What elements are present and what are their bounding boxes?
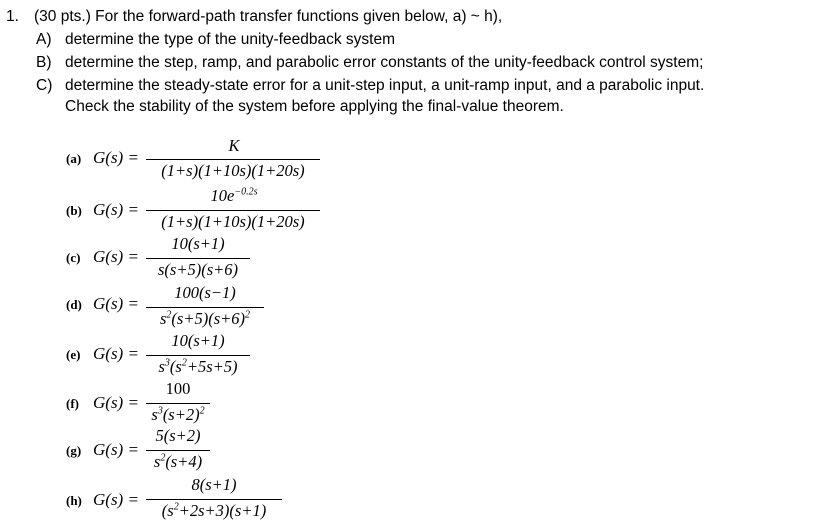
equation-b bbox=[0, 188, 824, 232]
denominator-s-exponent: 2 bbox=[160, 452, 166, 464]
equation-numerator bbox=[148, 186, 320, 206]
denominator-s-exponent: 2 bbox=[166, 309, 172, 321]
equation-label: (f) bbox=[66, 396, 79, 411]
equation-d bbox=[0, 284, 824, 332]
equation-numerator: 100 bbox=[165, 379, 191, 398]
equation-denominator: (1+s)(1+10s)(1+20s) bbox=[161, 212, 305, 231]
equation-label: (c) bbox=[66, 250, 81, 265]
equation-numerator: 10(s+1) bbox=[171, 331, 225, 350]
problem-line-1: (30 pts.) For the forward-path transfer functions given below, a) ~ h), bbox=[34, 8, 503, 25]
denominator-s: s bbox=[153, 452, 161, 471]
equation-lhs: G(s) = bbox=[93, 247, 139, 266]
numerator-base: 10e bbox=[210, 186, 235, 205]
equation-denominator bbox=[146, 309, 264, 329]
numerator-exponent: −0.2s bbox=[234, 186, 258, 198]
equation-label: (e) bbox=[66, 347, 81, 362]
equation-denominator bbox=[146, 405, 210, 425]
equation-lhs: G(s) = bbox=[93, 440, 139, 459]
equation-lhs: G(s) = bbox=[93, 200, 139, 219]
equation-numerator: 5(s+2) bbox=[155, 426, 201, 445]
denominator-open: (s bbox=[161, 501, 174, 520]
part-b-label: B) bbox=[36, 54, 52, 71]
denominator-factor-exponent: 2 bbox=[199, 405, 205, 417]
denominator-s-exponent: 3 bbox=[157, 405, 163, 417]
denominator-s: s bbox=[158, 357, 165, 376]
equation-c bbox=[0, 236, 824, 282]
equation-label: (b) bbox=[66, 203, 82, 218]
equation-lhs: G(s) = bbox=[93, 148, 139, 167]
denominator-open: (s bbox=[169, 357, 182, 376]
denominator-s: s bbox=[151, 405, 158, 424]
denominator-factor: (s+2) bbox=[162, 405, 200, 424]
denominator-s-exponent: 3 bbox=[164, 357, 170, 369]
denominator-factor-exponent: 2 bbox=[245, 309, 250, 321]
denominator-factor: (s+4) bbox=[165, 452, 203, 471]
equation-label: (a) bbox=[66, 151, 82, 166]
denominator-open-exponent: 2 bbox=[181, 357, 187, 369]
equation-e bbox=[0, 333, 824, 379]
equation-label: (h) bbox=[66, 493, 82, 508]
equation-denominator bbox=[146, 357, 250, 377]
part-c-continuation: Check the stability of the system before applying the final-value theorem. bbox=[65, 98, 564, 115]
equation-f bbox=[0, 381, 824, 429]
equation-denominator bbox=[146, 452, 210, 472]
equation-label: (d) bbox=[66, 297, 82, 312]
equation-label: (g) bbox=[66, 443, 82, 458]
problem-number: 1. bbox=[6, 8, 19, 25]
equation-h bbox=[0, 475, 824, 527]
denominator-rest: +5s+5) bbox=[186, 357, 238, 376]
part-a-text: determine the type of the unity-feedback system bbox=[65, 31, 395, 48]
equation-denominator bbox=[146, 501, 282, 521]
denominator-s: s bbox=[159, 309, 167, 328]
denominator-factors: (s+5)(s+6) bbox=[171, 309, 245, 328]
part-c-text: determine the steady-state error for a unit-step input, a unit-ramp input, and a parabolic input. bbox=[65, 77, 705, 94]
equation-a bbox=[0, 136, 824, 184]
part-c-label: C) bbox=[36, 77, 53, 94]
equation-lhs: G(s) = bbox=[93, 490, 139, 509]
equation-lhs: G(s) = bbox=[93, 393, 139, 412]
equation-numerator: 10(s+1) bbox=[171, 234, 225, 253]
equation-g bbox=[0, 426, 824, 475]
part-a-label: A) bbox=[36, 31, 52, 48]
denominator-rest: +2s+3)(s+1) bbox=[178, 501, 267, 520]
equation-numerator: 100(s−1) bbox=[174, 283, 236, 302]
equation-denominator: (1+s)(1+10s)(1+20s) bbox=[161, 161, 305, 180]
equation-lhs: G(s) = bbox=[93, 294, 139, 313]
equation-numerator: 8(s+1) bbox=[191, 475, 237, 494]
part-b-text: determine the step, ramp, and parabolic error constants of the unity-feedback control system; bbox=[65, 54, 704, 71]
equation-numerator: K bbox=[228, 136, 240, 155]
equation-denominator: s(s+5)(s+6) bbox=[157, 260, 238, 279]
equation-lhs: G(s) = bbox=[93, 344, 139, 363]
problem-statement bbox=[0, 0, 824, 120]
denominator-open-exponent: 2 bbox=[173, 501, 179, 513]
